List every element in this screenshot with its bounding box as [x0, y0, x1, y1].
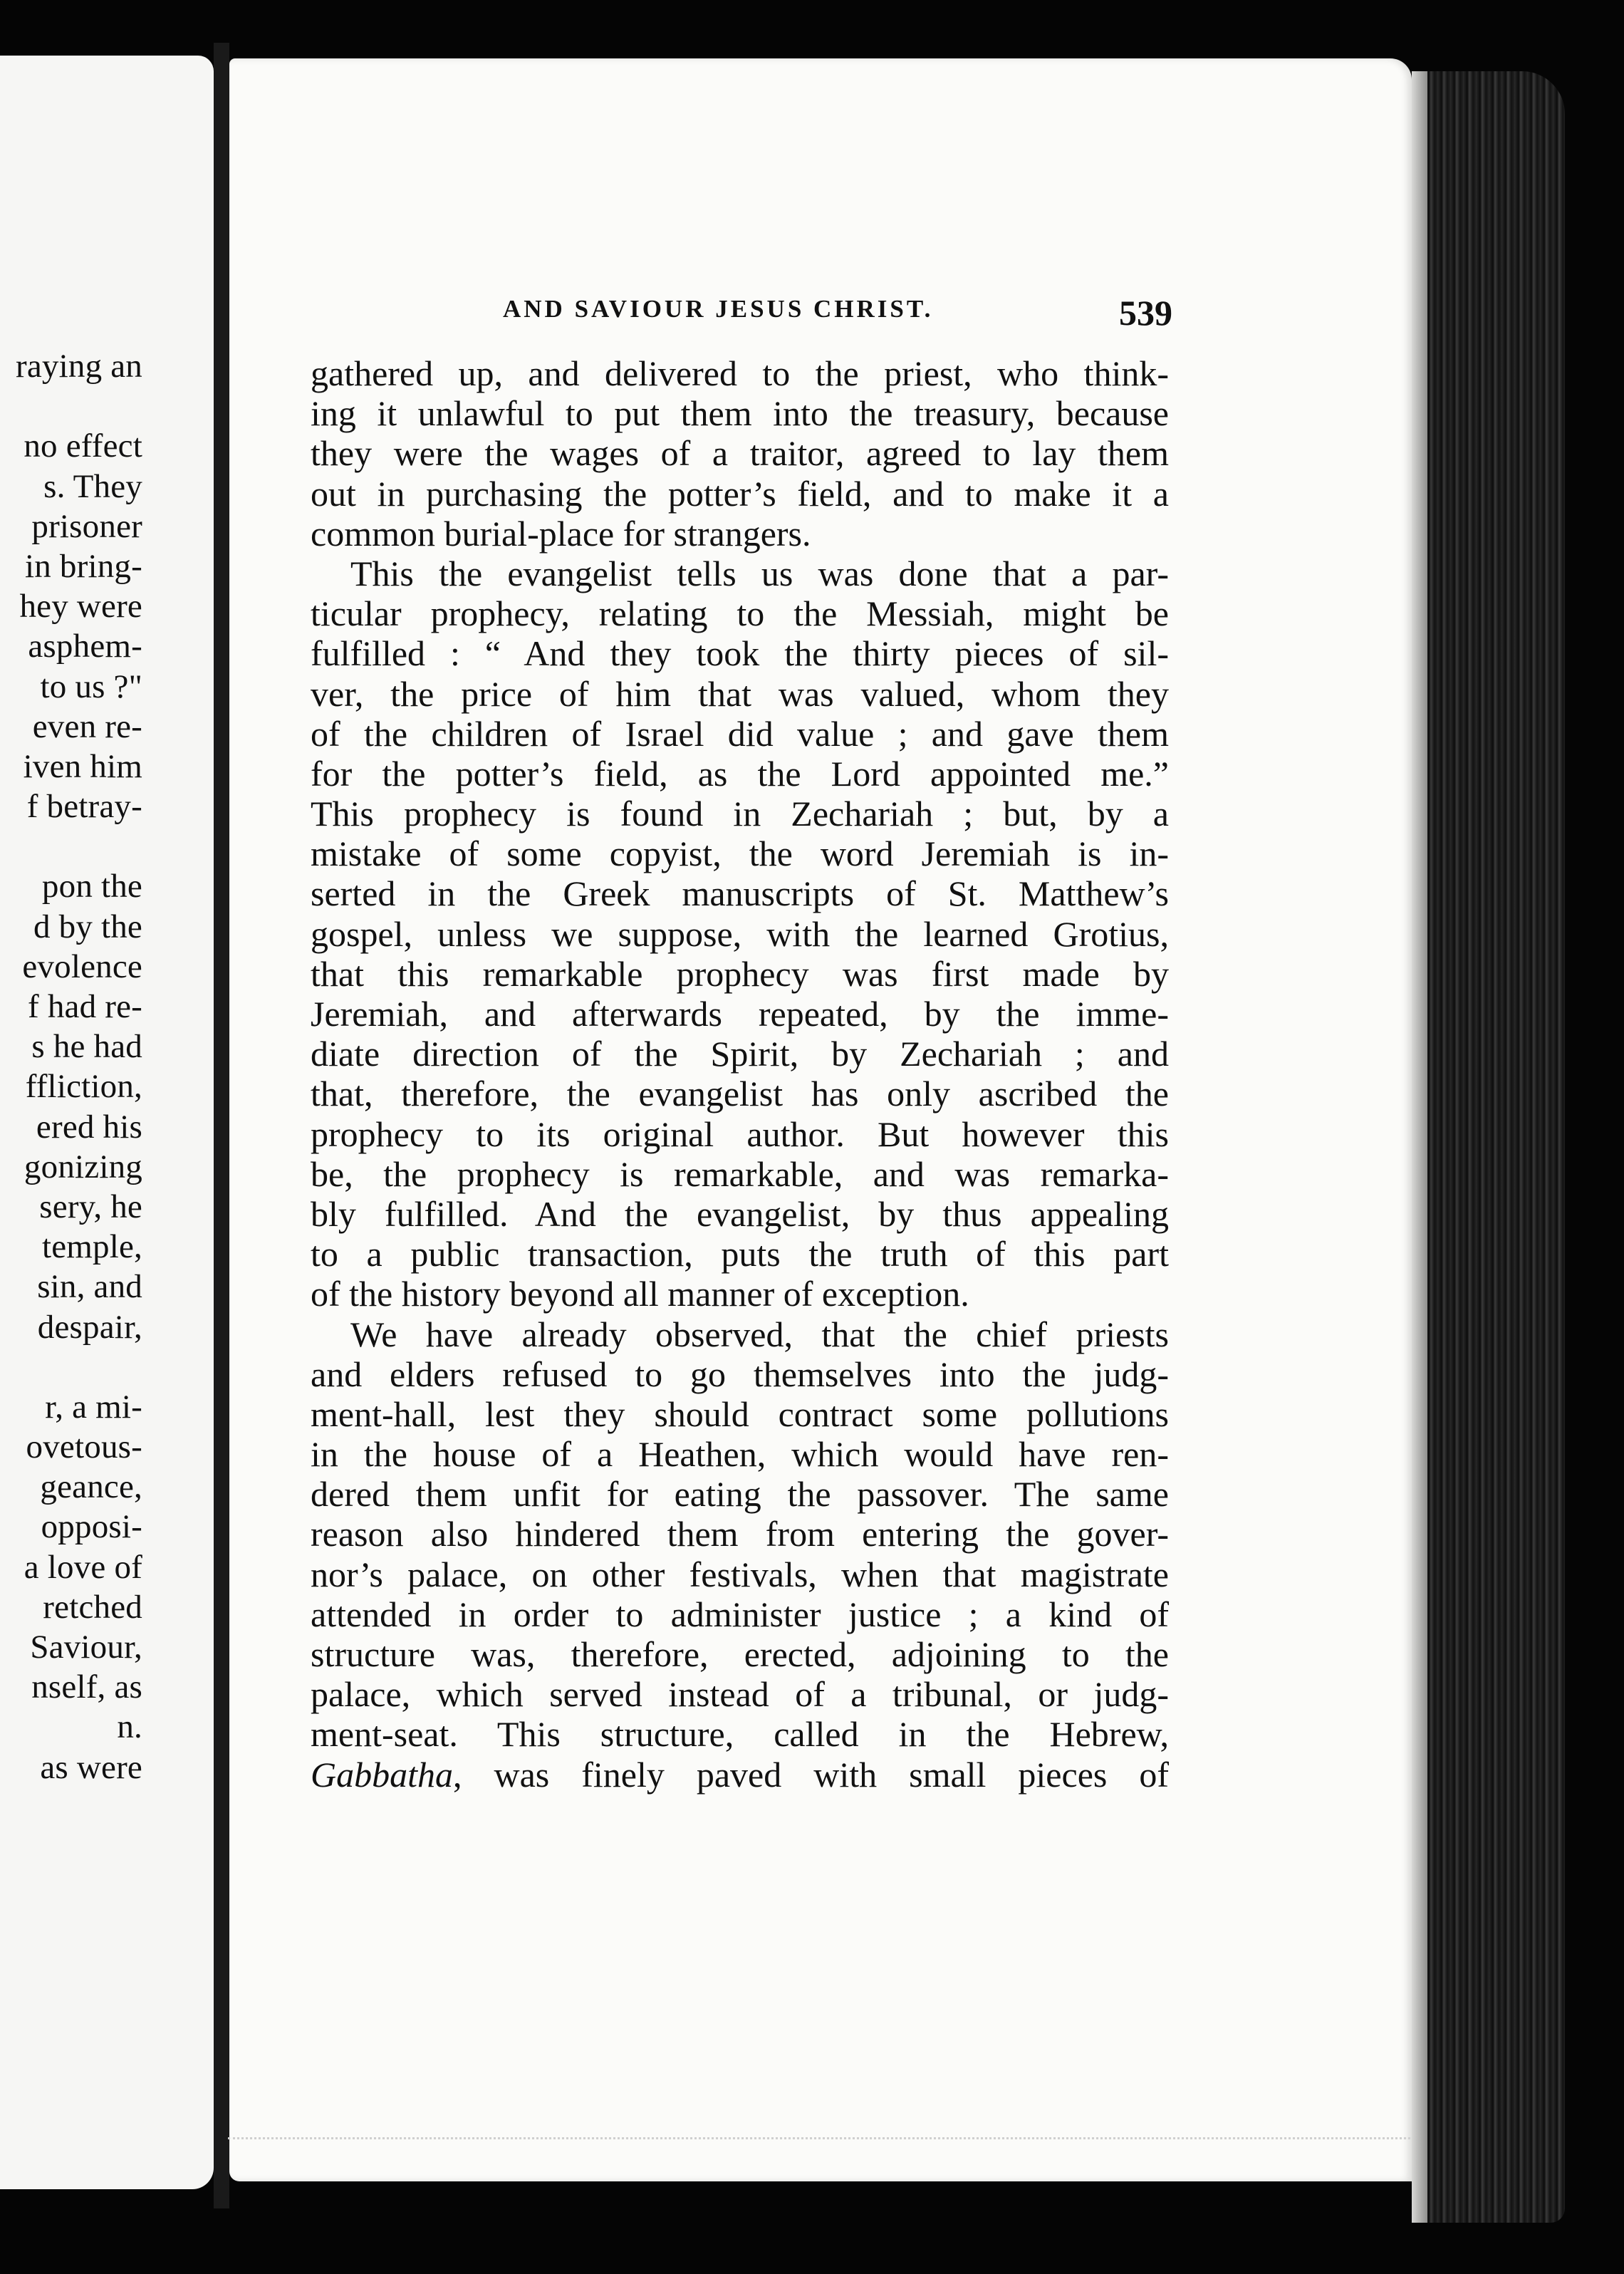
italic-word: Gabbatha [311, 1754, 453, 1795]
text-line: for the potter’s field, as the Lord appointed me.” [311, 753, 1169, 794]
left-page-line: in bring- [25, 547, 142, 585]
left-page-line: iven him [23, 747, 142, 785]
text-line: dered them unfit for eating the passover. The same [311, 1474, 1169, 1515]
left-page-line: to us ?" [40, 668, 142, 705]
left-page-line: sin, and [37, 1268, 142, 1306]
left-page-line: f had re- [28, 988, 142, 1025]
left-page-line: a love of [24, 1548, 142, 1586]
running-title: AND SAVIOUR JESUS CHRIST. [503, 295, 934, 323]
text-line: and elders refused to go themselves into the judg- [311, 1354, 1169, 1394]
text-line: of the history beyond all manner of exception. [311, 1274, 969, 1314]
left-page-line: Saviour, [30, 1629, 142, 1666]
text-line: of the children of Israel did value ; and gave them [311, 713, 1169, 754]
text-line: nor’s palace, on other festivals, when that magistrate [311, 1554, 1169, 1594]
left-page-line: as were [40, 1748, 142, 1786]
left-page-line: n. [117, 1708, 142, 1746]
text-line: attended in order to administer justice ; a kind of [311, 1594, 1169, 1634]
text-line: to a public transaction, puts the truth of this part [311, 1234, 1169, 1274]
left-page-text [0, 346, 214, 1787]
text-line: Jeremiah, and afterwards repeated, by the imme- [311, 994, 1169, 1034]
left-page-line [0, 1347, 214, 1387]
left-page-line [0, 386, 214, 426]
left-page-line: gonizing [24, 1148, 142, 1185]
left-page-line: opposi- [41, 1508, 142, 1546]
page-bottom-edge [228, 2137, 1410, 2144]
left-page-line: sery, he [39, 1188, 142, 1225]
text-line: bly fulfilled. And the evangelist, by thus appealing [311, 1193, 1169, 1234]
text-line: mistake of some copyist, the word Jeremiah is in- [311, 834, 1169, 874]
paragraph-start-line: We have already observed, that the chief priests [350, 1314, 1169, 1354]
left-page-line: s. They [43, 467, 142, 505]
left-page-line: raying an [16, 348, 142, 385]
left-page-line: ered his [36, 1108, 142, 1146]
text-line: palace, which served instead of a tribunal, or judg- [311, 1674, 1169, 1715]
left-page-line: r, a mi- [45, 1388, 142, 1426]
text-line: diate direction of the Spirit, by Zechariah ; and [311, 1034, 1169, 1074]
text-line: serted in the Greek manuscripts of St. Matthew’s [311, 873, 1169, 914]
left-page-line: temple, [41, 1228, 142, 1266]
text-line: ment-hall, lest they should contract some pollutions [311, 1393, 1169, 1434]
left-page-line: hey were [19, 588, 142, 625]
text-line: structure was, therefore, erected, adjoining to the [311, 1634, 1169, 1674]
left-page-line [0, 826, 214, 866]
text-line: be, the prophecy is remarkable, and was remarka- [311, 1153, 1169, 1194]
left-page-line: no effect [24, 427, 142, 465]
text-line: out in purchasing the potter’s field, and to make it a [311, 473, 1169, 514]
text-line: in the house of a Heathen, which would have ren- [311, 1434, 1169, 1475]
text-line: ver, the price of him that was valued, whom they [311, 673, 1169, 714]
body-text [311, 353, 1169, 1795]
page-edges [1412, 71, 1565, 2223]
left-page-line: even re- [32, 707, 142, 745]
text-line: reason also hindered them from entering the gover- [311, 1514, 1169, 1554]
text-line: ment-seat. This structure, called in the Hebrew, [311, 1714, 1169, 1755]
page-number: 539 [1119, 293, 1172, 333]
left-page-line: despair, [37, 1308, 142, 1346]
paragraph-start-line: This the evangelist tells us was done that a par- [350, 553, 1169, 593]
book-spine-gutter [214, 43, 229, 2208]
text-line: ing it unlawful to put them into the treasury, because [311, 393, 1169, 434]
left-page-line: s he had [31, 1028, 142, 1066]
text-line: fulfilled : “ And they took the thirty pieces of sil- [311, 633, 1169, 674]
running-header [503, 292, 1172, 335]
text-line: they were the wages of a traitor, agreed to lay them [311, 433, 1169, 474]
text-line: This prophecy is found in Zechariah ; but, by a [311, 794, 1169, 834]
left-page-line: evolence [22, 947, 142, 985]
text-line-final [311, 1755, 1169, 1795]
left-page-line: d by the [33, 908, 142, 945]
left-page-line: ovetous- [26, 1428, 142, 1466]
text-line: prophecy to its original author. But however this [311, 1113, 1169, 1154]
left-page-line: ffliction, [25, 1068, 142, 1106]
left-page-line: nself, as [31, 1668, 142, 1706]
text-line: gospel, unless we suppose, with the learned Grotius, [311, 913, 1169, 954]
left-page-line: asphem- [28, 628, 142, 665]
left-page-line: pon the [41, 868, 142, 905]
left-page-line: prisoner [31, 507, 142, 545]
text-line: common burial-place for strangers. [311, 513, 811, 554]
left-page-line: f betray- [26, 788, 142, 826]
text-line: that this remarkable prophecy was first made by [311, 953, 1169, 994]
text-line: gathered up, and delivered to the priest, who think- [311, 353, 1169, 393]
text-line-rest: , was finely paved with small pieces of [453, 1754, 1169, 1795]
left-page [0, 56, 214, 2189]
left-page-line: retched [43, 1588, 142, 1626]
text-line: ticular prophecy, relating to the Messiah, might be [311, 593, 1169, 634]
left-page-line: geance, [40, 1468, 142, 1506]
text-line: that, therefore, the evangelist has only ascribed the [311, 1074, 1169, 1114]
